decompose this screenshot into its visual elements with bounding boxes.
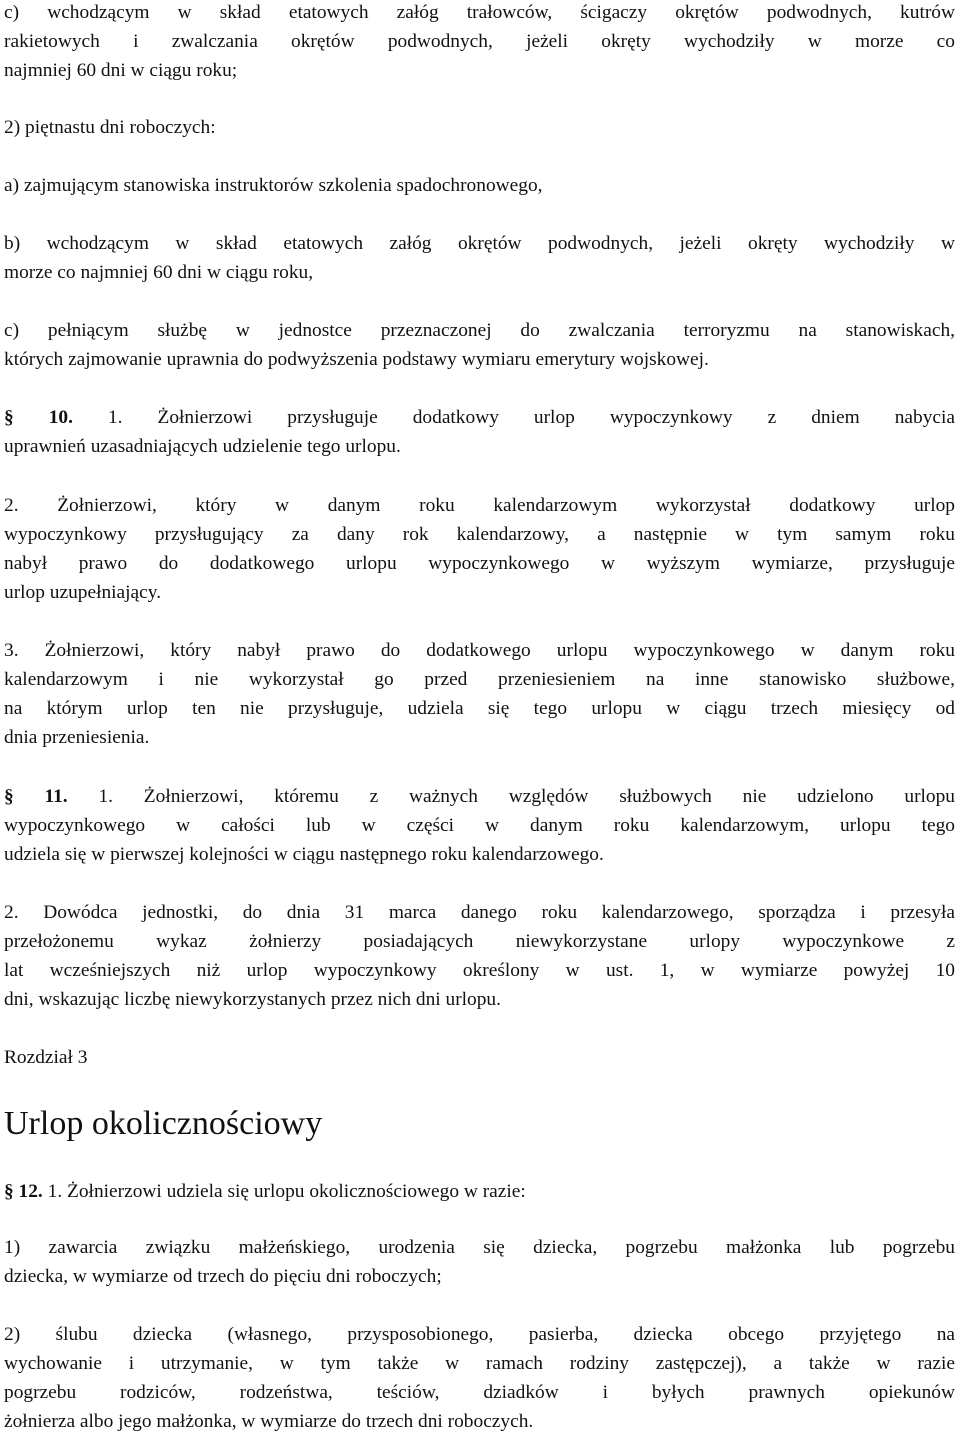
text-line: wypoczynkowego w całości lub w części w danym roku kalendarzowym, urlopu tego [4,815,955,836]
list-item-c-counterterrorism [4,316,955,374]
list-item-a-instructors [4,171,955,200]
text-segment: 1. Żołnierzowi udziela się urlopu okolicznościowego w razie: [42,1181,526,1202]
list-item-2-fifteen-days [4,113,955,142]
text-line: których zajmowanie uprawnia do podwyższenia podstawy wymiaru emerytury wojskowej. [4,349,709,370]
text-segment: 1. Żołnierzowi, któremu z ważnych względów służbowych nie udzielono urlopu [67,786,955,807]
text-line: 3. Żołnierzowi, który nabył prawo do dodatkowego urlopu wypoczynkowego w danym roku [4,640,955,661]
paragraph-number: § 12. [4,1181,43,1202]
text-line: a) zajmującym stanowiska instruktorów szkolenia spadochronowego, [4,175,543,196]
paragraph-10-2 [4,491,955,607]
paragraph-10-1 [4,403,955,461]
text-line: żołnierza albo jego małżonka, w wymiarze do trzech dni roboczych. [4,1411,534,1432]
list-item-2-child-wedding [4,1320,955,1436]
text-line: rakietowych i zwalczania okrętów podwodnych, jeżeli okręty wychodziły w morze co [4,31,955,52]
text-line: pogrzebu rodziców, rodzeństwa, teściów, dziadków i byłych prawnych opiekunów [4,1382,955,1403]
text-line: morze co najmniej 60 dni w ciągu roku, [4,262,314,283]
paragraph-number: § 10. [4,407,73,428]
text-line: dni, wskazując liczbę niewykorzystanych przez nich dni urlopu. [4,989,501,1010]
text-line: c) pełniącym służbę w jednostce przeznaczonej do zwalczania terroryzmu na stanowiskach, [4,320,955,341]
paragraph-10-3 [4,636,955,752]
text-line: c) wchodzącym w skład etatowych załóg trałowców, ścigaczy okrętów podwodnych, kutrów [4,2,955,23]
list-item-c-trawlers [4,0,955,85]
paragraph-number: § 11. [4,786,68,807]
list-item-1-marriage [4,1233,955,1291]
text-line: 2. Żołnierzowi, który w danym roku kalendarzowym wykorzystał dodatkowy urlop [4,495,955,516]
text-line [4,403,955,432]
list-item-b-submarines [4,229,955,287]
text-line: 1) zawarcia związku małżeńskiego, urodzenia się dziecka, pogrzebu małżonka lub pogrzebu [4,1237,955,1258]
text-line: wypoczynkowy przysługujący za dany rok kalendarzowy, a następnie w tym samym roku [4,524,955,545]
text-line: dnia przeniesienia. [4,727,150,748]
text-line: nabył prawo do dodatkowego urlopu wypoczynkowego w wyższym wymiarze, przysługuje [4,553,955,574]
text-line: wychowanie i utrzymanie, w tym także w ramach rodziny zastępczej), a także w razie [4,1353,955,1374]
text-line: na którym urlop ten nie przysługuje, udziela się tego urlopu w ciągu trzech miesięcy od [4,698,955,719]
paragraph-11-1 [4,782,955,869]
text-line: dziecka, w wymiarze od trzech do pięciu dni roboczych; [4,1266,442,1287]
text-line [4,1177,955,1206]
text-line [4,782,955,811]
text-line: lat wcześniejszych niż urlop wypoczynkowy określony w ust. 1, w wymiarze powyżej 10 [4,960,955,981]
text-line: przełożonemu wykaz żołnierzy posiadających niewykorzystane urlopy wypoczynkowe z [4,931,955,952]
text-line: 2) piętnastu dni roboczych: [4,117,216,138]
chapter-title: Urlop okolicznościowy [4,1105,323,1142]
text-line: 2. Dowódca jednostki, do dnia 31 marca danego roku kalendarzowego, sporządza i przesyła [4,902,955,923]
paragraph-11-2 [4,898,955,1014]
text-line: udziela się w pierwszej kolejności w ciągu następnego roku kalendarzowego. [4,844,604,865]
chapter-label: Rozdział 3 [4,1047,88,1068]
text-line: kalendarzowym i nie wykorzystał go przed przeniesieniem na inne stanowisko służbowe, [4,669,955,690]
text-line: b) wchodzącym w skład etatowych załóg okrętów podwodnych, jeżeli okręty wychodziły w [4,233,955,254]
text-segment: 1. Żołnierzowi przysługuje dodatkowy urlop wypoczynkowy z dniem nabycia [72,407,955,428]
text-line: uprawnień uzasadniających udzielenie tego urlopu. [4,436,401,457]
text-line: urlop uzupełniający. [4,582,162,603]
paragraph-12-1 [4,1177,955,1206]
text-line: najmniej 60 dni w ciągu roku; [4,60,238,81]
text-line: 2) ślubu dziecka (własnego, przysposobionego, pasierba, dziecka obcego przyjętego na [4,1324,955,1345]
